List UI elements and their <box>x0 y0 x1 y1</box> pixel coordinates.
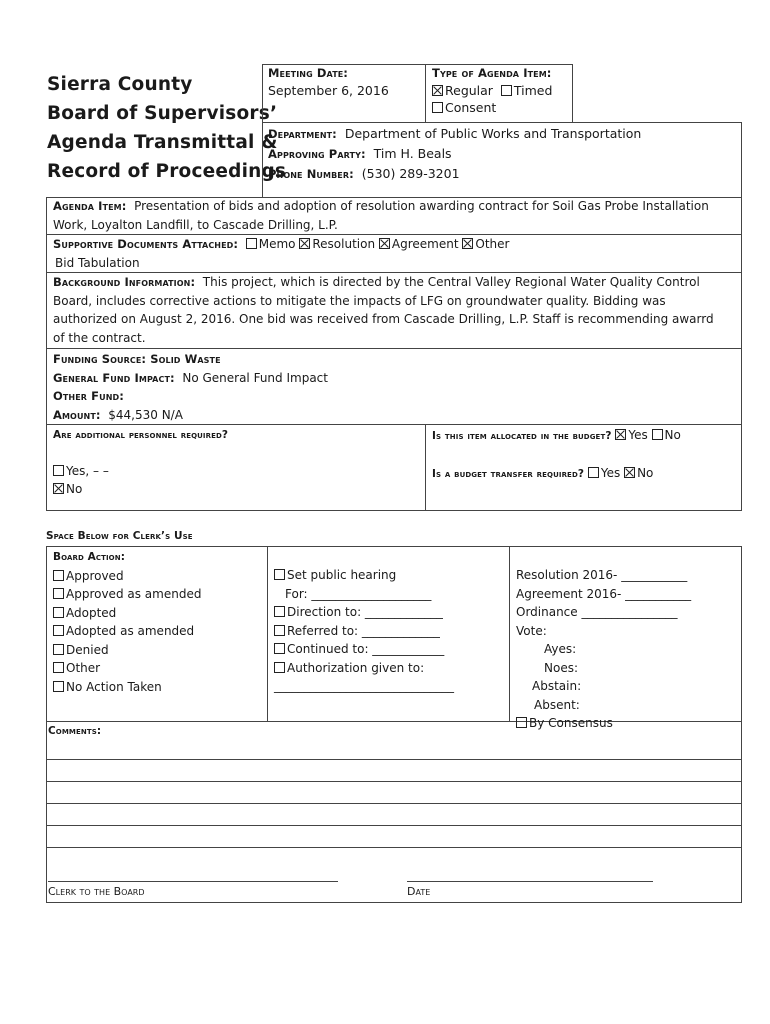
background-section <box>53 273 738 347</box>
approved-label: Approved <box>66 568 124 583</box>
referred-label: Referred to: _____________ <box>287 623 440 638</box>
comment-line[interactable] <box>46 781 742 782</box>
funding-source-label: Funding Source: Solid Waste <box>53 352 221 366</box>
phone-label: Phone Number: <box>268 167 354 181</box>
clerk-space-label: Space Below for Clerk’s Use <box>46 530 193 542</box>
background-label: Background Information: <box>53 275 196 289</box>
budget-yes-checkbox[interactable] <box>615 429 626 440</box>
personnel-no-checkbox[interactable] <box>53 483 64 494</box>
transfer-no-label: No <box>637 465 654 480</box>
consensus-checkbox[interactable] <box>516 717 527 728</box>
continued-label: Continued to: ____________ <box>287 642 445 656</box>
agenda-item-line-1: Presentation of bids and adoption of resolution awarding contract for Soil Gas Probe Installation <box>134 199 709 213</box>
authorization-label: Authorization given to: <box>287 660 425 675</box>
phone-value: (530) 289-3201 <box>361 166 460 181</box>
personnel-yes-label: Yes, – – <box>66 463 109 478</box>
title-line-1: Sierra County <box>47 74 193 95</box>
memo-label: Memo <box>258 237 296 251</box>
timed-checkbox[interactable] <box>501 85 512 96</box>
direction-checkbox[interactable] <box>274 606 285 617</box>
comment-line[interactable] <box>46 759 742 760</box>
approved-checkbox[interactable] <box>53 570 64 581</box>
clerk-signature-line[interactable] <box>48 881 338 882</box>
divider <box>46 348 742 349</box>
hearing-label: Set public hearing <box>287 568 397 582</box>
meeting-date-label: Meeting Date: <box>268 66 349 80</box>
budget-section <box>432 426 681 483</box>
authorization-line: ______________________________ <box>274 679 454 693</box>
department-label: Department: <box>268 127 337 141</box>
comments-label: Comments: <box>48 725 102 737</box>
hearing-checkbox[interactable] <box>274 569 285 580</box>
personnel-yes-checkbox[interactable] <box>53 465 64 476</box>
ordinance-number: Ordinance ________________ <box>516 605 678 619</box>
vote-label: Vote: <box>516 623 547 638</box>
resolution-label: Resolution <box>312 237 376 251</box>
adopted-amended-checkbox[interactable] <box>53 625 64 636</box>
ayes-label: Ayes: <box>544 642 577 656</box>
regular-label: Regular <box>445 83 493 98</box>
meeting-date-value: September 6, 2016 <box>268 83 389 98</box>
direction-label: Direction to: _____________ <box>287 605 443 619</box>
supportive-docs-section <box>53 235 738 272</box>
other-action-checkbox[interactable] <box>53 662 64 673</box>
denied-checkbox[interactable] <box>53 644 64 655</box>
approving-party-label: Approving Party: <box>268 147 366 161</box>
noes-label: Noes: <box>544 660 578 675</box>
regular-checkbox[interactable] <box>432 85 443 96</box>
docs-label: Supportive Documents Attached: <box>53 237 239 251</box>
consensus-label: By Consensus <box>529 716 613 730</box>
comment-line[interactable] <box>46 803 742 804</box>
denied-label: Denied <box>66 642 109 657</box>
referred-checkbox[interactable] <box>274 625 285 636</box>
meeting-date-section <box>268 66 389 100</box>
other-label: Other <box>475 237 510 251</box>
docs-other-text: Bid Tabulation <box>55 255 140 270</box>
title-line-2: Board of Supervisors’ <box>47 103 278 124</box>
other-action-label: Other <box>66 661 101 675</box>
other-checkbox[interactable] <box>462 238 473 249</box>
title-line-4: Record of Proceedings <box>47 161 287 182</box>
background-line-4: of the contract. <box>53 330 146 345</box>
agreement-checkbox[interactable] <box>379 238 390 249</box>
board-action-label: Board Action: <box>53 551 125 563</box>
vertical-divider <box>509 546 510 721</box>
general-fund-value: No General Fund Impact <box>182 370 328 385</box>
other-fund-label: Other Fund: <box>53 389 124 403</box>
consent-checkbox[interactable] <box>432 102 443 113</box>
budget-label: Is this item allocated in the budget? <box>432 430 612 442</box>
vote-section <box>516 566 691 733</box>
department-section <box>268 124 641 184</box>
budget-yes-label: Yes <box>628 428 648 442</box>
board-action-section <box>53 548 201 696</box>
budget-no-checkbox[interactable] <box>652 429 663 440</box>
transfer-no-checkbox[interactable] <box>624 467 635 478</box>
agenda-type-label: Type of Agenda Item: <box>432 66 552 80</box>
transfer-yes-checkbox[interactable] <box>588 467 599 478</box>
adopted-checkbox[interactable] <box>53 607 64 618</box>
title-line-3: Agenda Transmittal & <box>47 132 278 153</box>
vertical-divider <box>267 546 268 721</box>
amount-label: Amount: <box>53 407 101 422</box>
approved-amended-checkbox[interactable] <box>53 588 64 599</box>
funding-section <box>53 350 738 424</box>
personnel-section <box>53 426 228 499</box>
authorization-checkbox[interactable] <box>274 662 285 673</box>
transfer-label: Is a budget transfer required? <box>432 467 585 480</box>
clerk-signature-label: Clerk to the Board <box>48 885 145 898</box>
no-action-checkbox[interactable] <box>53 681 64 692</box>
memo-checkbox[interactable] <box>246 238 257 249</box>
general-fund-label: General Fund Impact: <box>53 370 175 385</box>
date-signature-label: Date <box>407 885 431 898</box>
consent-label: Consent <box>445 100 497 115</box>
date-signature-line[interactable] <box>407 881 653 882</box>
abstain-label: Abstain: <box>532 679 582 693</box>
comment-line[interactable] <box>46 825 742 826</box>
document-title <box>47 70 286 186</box>
resolution-number: Resolution 2016- ___________ <box>516 568 688 582</box>
amount-value: $44,530 N/A <box>108 407 183 422</box>
comment-line[interactable] <box>46 847 742 848</box>
divider <box>46 424 742 425</box>
agenda-item-label: Agenda Item: <box>53 199 127 213</box>
agenda-item-line-2: Work, Loyalton Landfill, to Cascade Drilling, L.P. <box>53 217 338 232</box>
timed-label: Timed <box>513 83 553 98</box>
resolution-checkbox[interactable] <box>299 238 310 249</box>
continued-checkbox[interactable] <box>274 643 285 654</box>
budget-no-label: No <box>664 428 681 442</box>
background-line-2: Board, includes corrective actions to mitigate the impacts of LFG on groundwater quality. Bidding was <box>53 293 666 308</box>
absent-label: Absent: <box>534 697 580 712</box>
agreement-label: Agreement <box>391 237 459 251</box>
agenda-type-section <box>432 66 552 117</box>
hearing-section <box>274 566 454 696</box>
adopted-amended-label: Adopted as amended <box>66 624 195 638</box>
department-value: Department of Public Works and Transportation <box>344 126 642 141</box>
agreement-number: Agreement 2016- ___________ <box>516 586 692 601</box>
vertical-divider <box>425 424 426 511</box>
background-line-1: This project, which is directed by the Central Valley Regional Water Quality Control <box>202 275 700 289</box>
personnel-no-label: No <box>66 482 83 496</box>
adopted-label: Adopted <box>66 605 117 620</box>
agenda-item-section <box>53 197 738 234</box>
transfer-yes-label: Yes <box>600 465 621 480</box>
background-line-3: authorized on August 2, 2016. One bid was received from Cascade Drilling, L.P. Staff is recommending awarrd <box>53 312 714 326</box>
no-action-label: No Action Taken <box>66 679 162 694</box>
personnel-label: Are additional personnel required? <box>53 429 229 441</box>
approved-amended-label: Approved as amended <box>66 587 202 601</box>
hearing-for-line: For: ____________________ <box>285 586 432 601</box>
approving-party-value: Tim H. Beals <box>373 146 452 161</box>
